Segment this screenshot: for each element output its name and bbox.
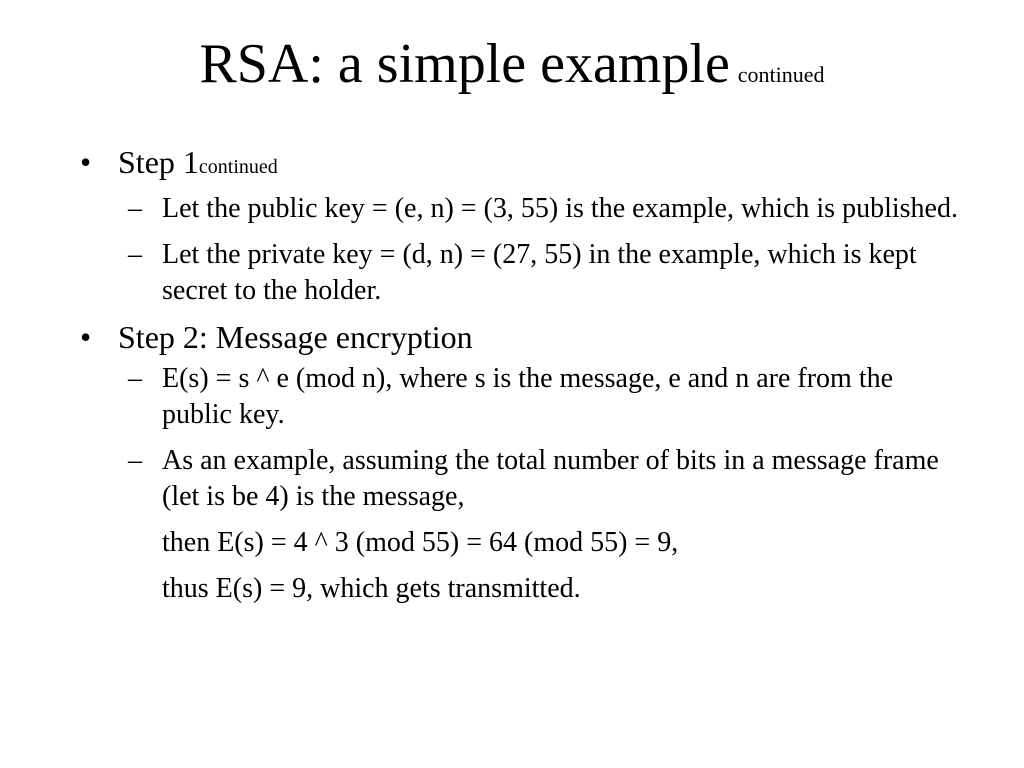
step-1-item-public-key xyxy=(80,191,960,227)
step-1-label: Step 1 xyxy=(118,144,199,180)
step-2-item-formula xyxy=(80,361,960,433)
dash-icon: – xyxy=(128,363,142,394)
step-2-item-example xyxy=(80,443,960,515)
dash-icon: – xyxy=(128,239,142,270)
step-2-item-text: E(s) = s ^ e (mod n), where s is the message, e and n are from the public key. xyxy=(162,363,894,430)
dash-icon: – xyxy=(128,445,142,476)
slide-title-suffix: continued xyxy=(737,62,825,87)
bullet-icon: • xyxy=(80,319,92,355)
step-2-item-text: As an example, assuming the total number of bits in a message frame (let is be 4) is the message, xyxy=(162,445,939,512)
bullet-step-1 xyxy=(80,140,960,189)
step-2-label: Step 2: Message encryption xyxy=(118,319,473,355)
step-2-continuation-line: then E(s) = 4 ^ 3 (mod 55) = 64 (mod 55) = 9, xyxy=(162,527,679,558)
step-1-item-text: Let the public key = (e, n) = (3, 55) is the example, which is published. xyxy=(162,193,958,224)
bullet-step-2 xyxy=(80,315,960,359)
slide-title-main: RSA: a simple example xyxy=(199,33,730,95)
dash-icon: – xyxy=(128,193,142,224)
step-1-item-text: Let the private key = (d, n) = (27, 55) in the example, which is kept secret to the holder. xyxy=(162,239,917,306)
slide-title xyxy=(0,33,1024,95)
step-2-continuation-line: thus E(s) = 9, which gets transmitted. xyxy=(162,573,581,604)
slide-body xyxy=(80,140,960,617)
bullet-icon: • xyxy=(80,144,92,180)
step-1-item-private-key xyxy=(80,237,960,309)
step-1-suffix: continued xyxy=(198,156,278,178)
